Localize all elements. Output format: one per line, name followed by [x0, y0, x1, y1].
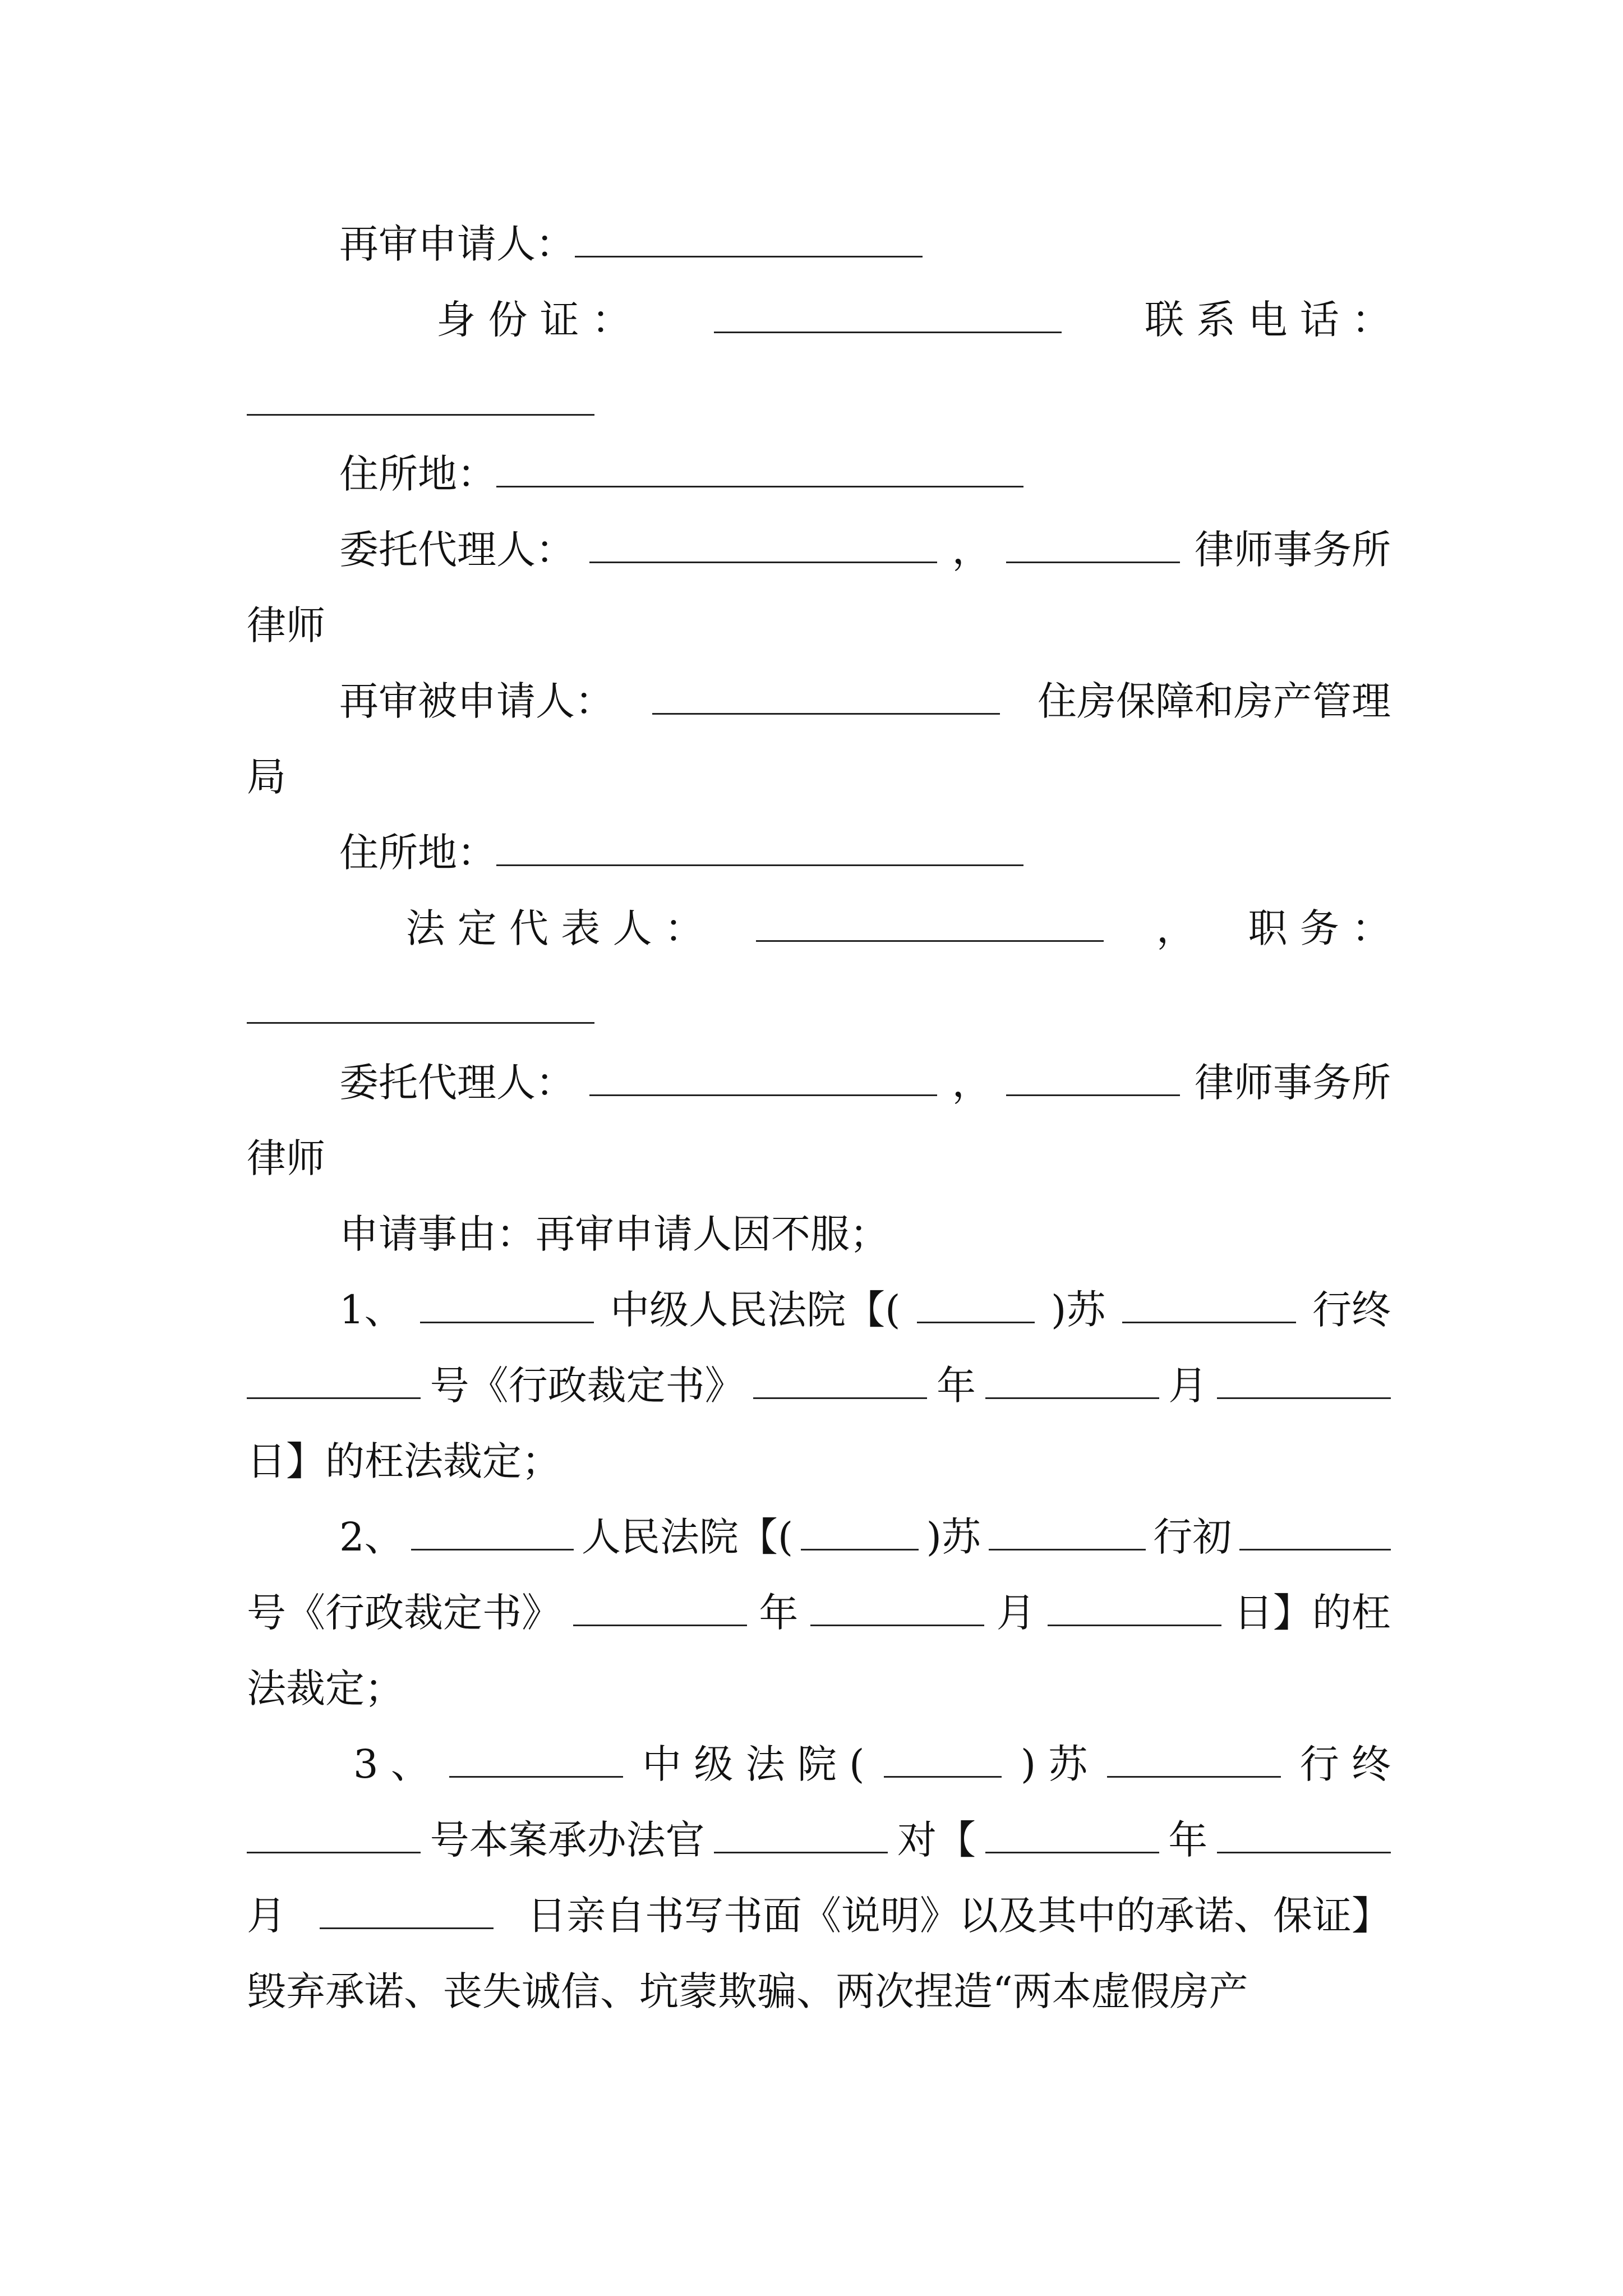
item1-month: 月: [1168, 1363, 1208, 1409]
applicant-address-label: 住所地：: [339, 451, 496, 497]
item1-month-blank: [985, 1397, 1159, 1399]
item1-case-type: 行终: [1312, 1287, 1391, 1333]
applicant-agent-comma: ，: [952, 527, 992, 573]
item2-year-code-blank: [801, 1548, 919, 1550]
respondent-org-cont-line: [247, 754, 286, 808]
item2-number-blank: [1239, 1548, 1391, 1550]
item2-month: 月: [996, 1590, 1036, 1636]
item3-line3: [247, 1893, 1391, 1947]
item3-day-blank: [320, 1927, 494, 1929]
respondent-firm-suffix: 律师事务所: [1195, 1060, 1391, 1106]
item3-month: 月: [247, 1893, 286, 1939]
id-number-blank: [714, 331, 1062, 333]
rep-comma: ，: [1156, 905, 1196, 951]
item2-paren-close: )苏: [926, 1514, 981, 1560]
item3-number-blank: [247, 1851, 421, 1853]
respondent-address-blank: [496, 864, 1023, 866]
item3-city-blank: [449, 1775, 623, 1778]
phone-number-blank: [247, 414, 594, 416]
respondent-city-blank: [652, 712, 1000, 715]
item1-line3: [247, 1438, 561, 1492]
item3-num: 3 、: [353, 1741, 430, 1787]
applicant-line: [339, 221, 923, 275]
item3-line2: [247, 1817, 1391, 1871]
item2-num: 2、: [339, 1514, 404, 1560]
respondent-org-suffix-cont: 局: [247, 754, 286, 800]
item3-line4: [247, 1968, 1248, 2022]
item1-day-blank: [1217, 1397, 1391, 1399]
item1-court: 中级人民法院【(: [610, 1287, 901, 1333]
respondent-agent-name-blank: [589, 1094, 937, 1096]
respondent-rep-line: [247, 905, 1391, 959]
applicant-agent-name-blank: [589, 561, 937, 563]
item1-doc: 号《行政裁定书》: [430, 1363, 744, 1409]
item1-paren-close: )苏: [1051, 1287, 1106, 1333]
applicant-firm-suffix: 律师事务所: [1195, 527, 1391, 573]
item3-year: 年: [1168, 1817, 1208, 1863]
position-label: 职 务 ：: [1248, 905, 1391, 951]
respondent-label: 再审被申请人：: [339, 678, 614, 724]
item3-last: 毁弃承诺、丧失诚信、坑蒙欺骗、两次捏造“两本虚假房产: [247, 1968, 1248, 2014]
respondent-address-line: [339, 830, 1023, 884]
respondent-lawyer-line: [247, 1135, 325, 1189]
applicant-id-phone-line: [247, 297, 1391, 351]
item1-year: 年: [936, 1363, 976, 1409]
reason-intro-line: [339, 1211, 889, 1265]
respondent-agent-label: 委托代理人：: [339, 1060, 575, 1106]
item2-day-end: 日】的枉: [1233, 1590, 1391, 1636]
applicant-label: 再审申请人：: [339, 221, 575, 267]
item2-line3: [247, 1665, 404, 1719]
item2-year-blank: [573, 1624, 747, 1626]
respondent-line: [339, 678, 1391, 732]
rep-name-blank: [756, 940, 1104, 942]
item2-line1: [339, 1514, 1391, 1568]
applicant-agent-label: 委托代理人：: [339, 527, 575, 573]
item3-case-type: 行 终: [1299, 1741, 1391, 1787]
respondent-org-suffix: 住房保障和房产管理: [1038, 678, 1391, 724]
applicant-agent-line: [339, 527, 1391, 581]
applicant-name-blank: [575, 255, 923, 257]
item1-day-end: 日】的枉法裁定；: [247, 1438, 561, 1484]
respondent-lawyer: 律师: [247, 1135, 325, 1181]
item2-code-blank: [989, 1548, 1146, 1550]
phone-label: 联 系 电 话 ：: [1144, 297, 1391, 343]
id-label: 身 份 证 ：: [436, 297, 631, 343]
respondent-agent-line: [339, 1060, 1391, 1114]
item3-judge-blank: [714, 1851, 888, 1853]
item3-against: 对【: [897, 1817, 976, 1863]
item3-code-blank: [1107, 1775, 1281, 1778]
respondent-agent-comma: ，: [952, 1060, 992, 1106]
item1-line2: [247, 1363, 1391, 1416]
applicant-firm-blank: [1006, 561, 1180, 563]
item1-num: 1、: [339, 1287, 404, 1333]
item1-year-blank: [753, 1397, 927, 1399]
item1-number-blank: [247, 1397, 421, 1399]
rep-label: 法 定 代 表 人 ：: [405, 905, 704, 951]
reason-intro: 申请事由：再审申请人因不服；: [339, 1211, 889, 1257]
respondent-address-label: 住所地：: [339, 830, 496, 876]
position-blank: [247, 1022, 594, 1024]
item2-city-blank: [411, 1548, 574, 1550]
item3-year-blank: [985, 1851, 1159, 1853]
item3-year-code-blank: [884, 1775, 1002, 1778]
item2-day-blank: [1048, 1624, 1221, 1626]
item2-month-blank: [810, 1624, 984, 1626]
item2-end: 法裁定；: [247, 1665, 404, 1711]
item3-month-blank: [1217, 1851, 1391, 1853]
item2-case-type: 行初: [1153, 1514, 1232, 1560]
item1-city-blank: [420, 1321, 594, 1323]
applicant-address-blank: [496, 485, 1023, 487]
applicant-lawyer: 律师: [247, 602, 325, 648]
item3-court: 中 级 法 院 (: [642, 1741, 865, 1787]
item1-year-code-blank: [917, 1321, 1035, 1323]
item1-line1: [339, 1287, 1391, 1341]
item3-line1: [353, 1741, 1391, 1795]
item3-judge: 号本案承办法官: [430, 1817, 705, 1863]
item3-paren-close: ) 苏: [1020, 1741, 1088, 1787]
applicant-address-line: [339, 451, 1023, 505]
item1-code-blank: [1122, 1321, 1296, 1323]
item3-rest: 日亲自书写书面《说明》以及其中的承诺、保证】: [527, 1893, 1391, 1939]
applicant-lawyer-line: [247, 602, 325, 656]
item2-court: 人民法院【(: [581, 1514, 794, 1560]
respondent-firm-blank: [1006, 1094, 1180, 1096]
item2-year: 年: [759, 1590, 799, 1636]
item2-line2: [247, 1590, 1391, 1644]
item2-doc: 号《行政裁定书》: [247, 1590, 561, 1636]
